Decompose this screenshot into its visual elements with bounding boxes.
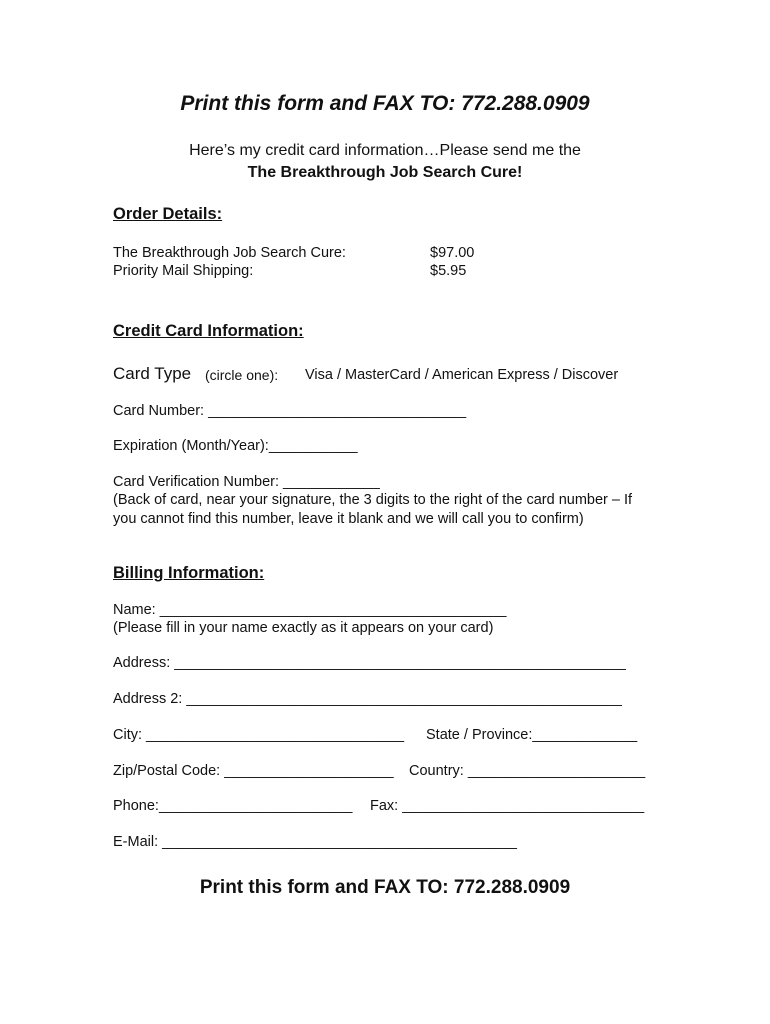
address2-field[interactable]: Address 2: ______________________________________________________: [113, 691, 622, 707]
order-item-price: $97.00: [430, 245, 475, 261]
order-item-label: The Breakthrough Job Search Cure:: [113, 245, 346, 261]
country-field[interactable]: Country: ______________________: [409, 763, 646, 779]
card-type-label: Card Type: [113, 364, 192, 383]
order-details-heading: Order Details:: [113, 205, 223, 223]
footer-title: Print this form and FAX TO: 772.288.0909: [199, 877, 571, 898]
card-type-options[interactable]: Visa / MasterCard / American Express / Discover: [305, 367, 619, 383]
order-item-price: $5.95: [430, 263, 467, 279]
city-field[interactable]: City: ________________________________: [113, 727, 405, 743]
verification-note: you cannot find this number, leave it blank and we will call you to confirm): [113, 511, 584, 527]
credit-card-heading: Credit Card Information:: [113, 322, 304, 340]
card-number-field[interactable]: Card Number: ________________________________: [113, 403, 467, 419]
intro-line: Here’s my credit card information…Please send me the: [189, 142, 581, 159]
verification-number-field[interactable]: Card Verification Number: ____________: [113, 474, 380, 490]
fax-field[interactable]: Fax: ______________________________: [370, 798, 645, 814]
email-field[interactable]: E-Mail: ____________________________________________: [113, 834, 517, 850]
verification-note: (Back of card, near your signature, the 3 digits to the right of the card number – If: [113, 492, 633, 508]
name-field[interactable]: Name: ___________________________________________: [113, 602, 507, 618]
phone-field[interactable]: Phone:________________________: [113, 798, 353, 814]
billing-heading: Billing Information:: [113, 564, 265, 582]
card-type-hint: (circle one):: [205, 367, 279, 383]
state-field[interactable]: State / Province:_____________: [426, 727, 638, 743]
name-note: (Please fill in your name exactly as it appears on your card): [113, 620, 494, 636]
product-name: The Breakthrough Job Search Cure!: [247, 164, 523, 181]
expiration-field[interactable]: Expiration (Month/Year):___________: [113, 438, 358, 454]
order-item-label: Priority Mail Shipping:: [113, 263, 254, 279]
form-title: Print this form and FAX TO: 772.288.0909: [180, 92, 590, 115]
address-field[interactable]: Address: ________________________________________________________: [113, 655, 626, 671]
zip-field[interactable]: Zip/Postal Code: _____________________: [113, 763, 394, 779]
